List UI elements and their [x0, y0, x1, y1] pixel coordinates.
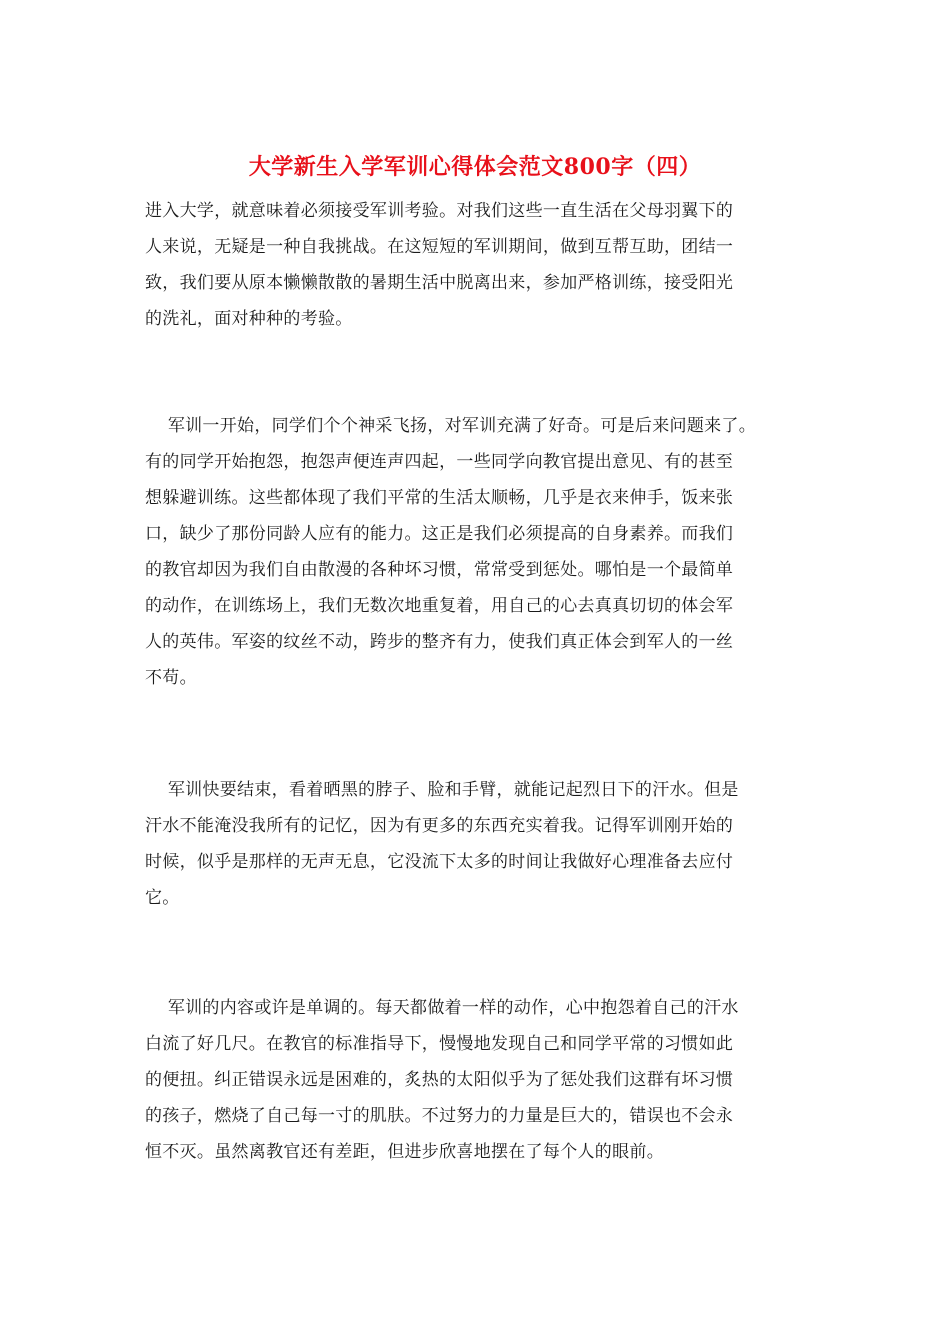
paragraph-line: 有的同学开始抱怨，抱怨声便连声四起，一些同学向教官提出意见、有的甚至 — [145, 452, 734, 472]
paragraph-line: 人的英伟。军姿的纹丝不动，跨步的整齐有力，使我们真正体会到军人的一丝 — [145, 632, 734, 652]
paragraph-line: 想躲避训练。这些都体现了我们平常的生活太顺畅，几乎是衣来伸手，饭来张 — [145, 488, 734, 508]
paragraph-line: 白流了好几尺。在教官的标准指导下，慢慢地发现自己和同学平常的习惯如此 — [145, 1034, 734, 1054]
paragraph-line: 它。 — [145, 888, 180, 908]
paragraph-line: 的教官却因为我们自由散漫的各种坏习惯，常常受到惩处。哪怕是一个最简单 — [145, 560, 734, 580]
paragraph-4 — [145, 990, 825, 1170]
paragraph-line: 进入大学，就意味着必须接受军训考验。对我们这些一直生活在父母羽翼下的 — [145, 201, 734, 221]
paragraph-line: 军训的内容或许是单调的。每天都做着一样的动作，心中抱怨着自己的汗水 — [145, 998, 739, 1018]
paragraph-line: 不苟。 — [145, 668, 197, 688]
paragraph-line: 的便扭。纠正错误永远是困难的，炙热的太阳似乎为了惩处我们这群有坏习惯 — [145, 1070, 734, 1090]
paragraph-3 — [145, 772, 825, 916]
paragraph-line: 致，我们要从原本懒懒散散的暑期生活中脱离出来，参加严格训练，接受阳光 — [145, 273, 734, 293]
paragraph-line: 的洗礼，面对种种的考验。 — [145, 309, 353, 329]
paragraph-line: 军训快要结束，看着晒黑的脖子、脸和手臂，就能记起烈日下的汗水。但是 — [145, 780, 739, 800]
paragraph-line: 军训一开始，同学们个个神采飞扬，对军训充满了好奇。可是后来问题来了。 — [145, 416, 757, 436]
paragraph-2 — [145, 408, 825, 696]
paragraph-line: 的动作，在训练场上，我们无数次地重复着，用自己的心去真真切切的体会军 — [145, 596, 734, 616]
paragraph-line: 恒不灭。虽然离教官还有差距，但进步欣喜地摆在了每个人的眼前。 — [145, 1142, 664, 1162]
document-title: 大学新生入学军训心得体会范文800字（四） — [248, 154, 702, 180]
paragraph-1 — [145, 193, 825, 337]
paragraph-line: 口，缺少了那份同龄人应有的能力。这正是我们必须提高的自身素养。而我们 — [145, 524, 734, 544]
paragraph-line: 汗水不能淹没我所有的记忆，因为有更多的东西充实着我。记得军训刚开始的 — [145, 816, 734, 836]
paragraph-line: 的孩子，燃烧了自己每一寸的肌肤。不过努力的力量是巨大的，错误也不会永 — [145, 1106, 734, 1126]
paragraph-line: 人来说，无疑是一种自我挑战。在这短短的军训期间，做到互帮互助，团结一 — [145, 237, 734, 257]
paragraph-line: 时候，似乎是那样的无声无息，它没流下太多的时间让我做好心理准备去应付 — [145, 852, 734, 872]
